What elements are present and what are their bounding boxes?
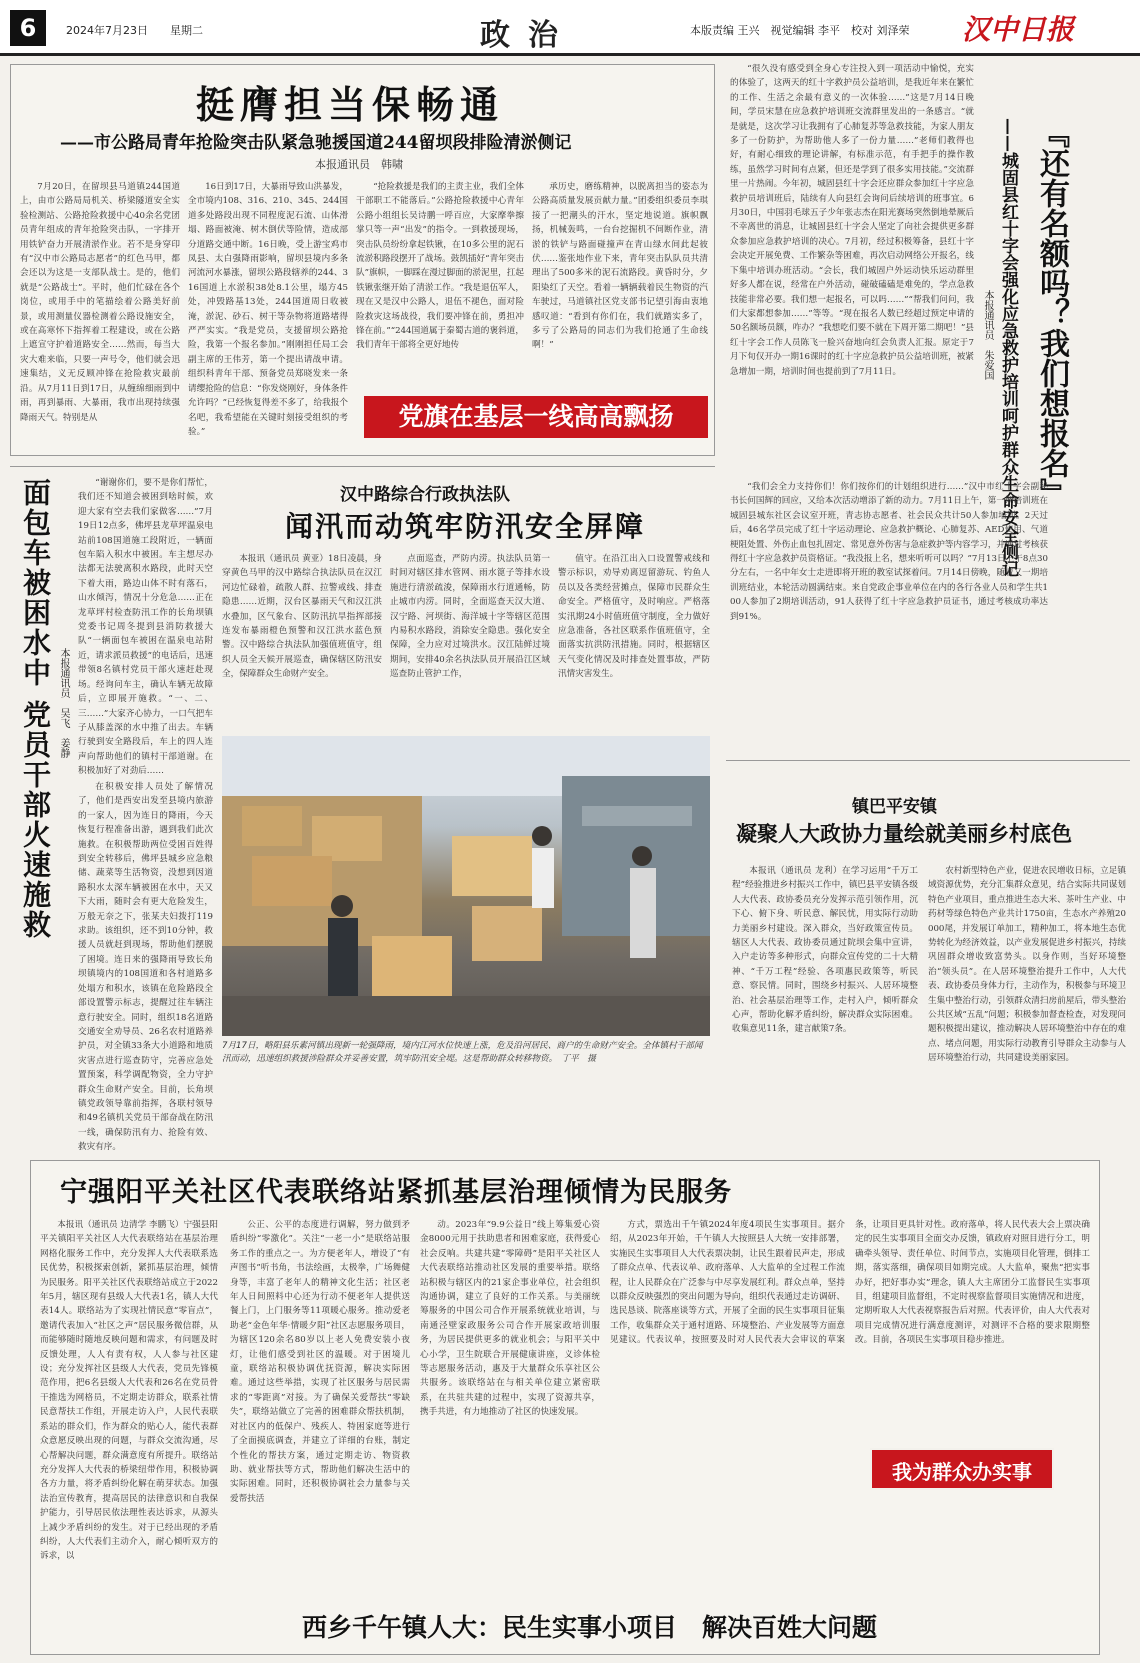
article4-title: 『还有名额吗？我们想报名』 xyxy=(1034,118,1069,508)
article1-col4: 承历史，磨练精神，以脱离担当的姿态为公路高质量发展贡献力量。”团委组织委员李琪接了一把潮头的汗水，坚定地说道。旗帜飘扬，机械轰鸣，一台台挖掘机不间断作业，清淤的铁铲与路面碰撞声在青山绿水间此起彼伏……鉴张地作业下来，青年突击队队员共清理出了500多米的泥石流路段。黄昏时分，夕阳染红了天空。看着一辆辆载着民生物资的汽车驶过，马道镇社区党支部书记望引海由衷地感叹道：“看到有你们在，我们就踏实多了，多亏了公路局的同志们为我们抢通了生命线啊！” xyxy=(532,182,708,351)
flood-relief-photo xyxy=(222,736,710,1036)
article1-subtitle: ——市公路局青年抢险突击队紧急驰援国道244留坝段排险清淤侧记 xyxy=(60,133,572,153)
article3-col2: 点面巡查，严防内涝。执法队员第一时间对辖区排水管网、雨水篦子等排水设施进行清淤疏浚，保障雨水行道通畅，防止城市内涝。同时，全面巡查天汉大道、汉宁路、河坝街、海洋城十字等辖区范围内易积水路段，消除安全隐患。强化安全保障，全力应对过境洪水。汉江陆鲜过境期间，安排40余名执法队员开展沿江区域巡查防止管护工作， xyxy=(390,554,550,680)
article1-title: 挺膺担当保畅通 xyxy=(195,82,504,127)
article1-byline: 本报通讯员 韩啸 xyxy=(315,158,403,171)
photo-caption: 7月17日，略阳县乐素河镇出现新一轮强降雨，境内江河水位快速上涨，危及沿河居民、商户的生命财产安全。全体镇村干部闻汛而动，迅速组织救援涉险群众并妥善安置，筑牢防汛安全堤。这是帮助群众转移物资。 丁平 摄 xyxy=(222,1041,703,1064)
article7-body: 方式，票选出千午镇2024年度4项民生实事项目。据介绍，从2023年开始，千午镇人大按照县人大统一安排部署，实施民生实事项目人大代表票决制，让民生跟着民声走，形成了群众点单、代表议单、政府落单、人大监单的全过程工作流程，让人民群众在广泛参与中尽享发展红利。群众点单，坚持以群众反映强烈的突出问题为导向，组织代表通过走访调研、选民恳谈、院落座谈等方式，开展了全面的民生实事项目征集工作，收集群众关于通村道路、环境整治、产业发展等方面意见建议。代表议单，按照要及时对人民代表大会审议的草案条，让项目更具针对性。政府落单，将人民代表大会上票决确定的民生实事项目全面交办反馈，镇政府对照目进行分工，明确牵头领导、责任单位、时间节点，实施项目化管理，倒排工期，落实落细，确保项目如期完成。人大监单，聚焦“把实事办好，把好事办实”理念，镇人大主席团分工监督民生实事项目，组建项目监督组，不定时视察监督项目实施情况和进度，定期听取人大代表视察报告后对照。代表评价，由人大代表对项目完成情况进行满意度测评，对测评不合格的要求限期整改。目前，各项民生实事项目稳步推进。 xyxy=(610,1220,1090,1346)
editors-line: 本版责编 王兴 视觉编辑 李平 校对 刘泽荣 xyxy=(690,24,910,37)
article5-col2: 农村新型特色产业，促进农民增收日标，立足镇域资源优势，充分汇集群众意见，结合实际共同谋划特色产业项目，重点推进生态大米、茶叶生产业、中药材等绿色特色产业共计1750亩，生态水产养殖20000尾，并发展订单加工，精种加工，将本地生态优势转化为经济效益，以产业发展促进乡村振兴，持续巩固群众增收致富势头。以身作则，当好环境整治“领头员”。在人居环境整治提升工作中，人大代表、政协委员身体力行，主动作为，积极参与环境卫生集中整治行动，引领群众清扫房前屋后，带头整治公共区域“五乱”问题；积极参加督查检查，对发现问题积极提出建议，推动解决人居环境整治中存在的难点、堵点问题，用实际行动教育引导群众主动参与人居环境整治行动，共同建设美丽家园。 xyxy=(928,866,1126,1064)
article2-byline: 本报通讯员 吴飞 姜静 xyxy=(58,648,69,758)
article7-title: 西乡千午镇人大：民生实事小项目 解决百姓大问题 xyxy=(302,1613,878,1642)
article5-title: 凝聚人大政协力量绘就美丽乡村底色 xyxy=(736,821,1072,846)
article4-col2: “我们会全力支持你们！你们按你们的计划组织进行……”汉中市红十字会副秘书长何国辉的回应，又给本次活动增添了新的动力。7月11日上午，第一期培训班在城固县城东社区会议室开班，青志协志愿者、社会民众共计50人参加培训。2天过后，46名学员完成了红十字运动理论、应急救护概论、心肺复苏、AED使用、气道梗阻处置、外伤止血包扎固定、常见意外伤害与急症救护等内容学习，并通过考核获得红十字应急救护员资格证。“我没报上名，想来听听可以吗？”7月13日上午8点30分左右，一名中年女士走进即将开班的教室试探着问。7月14日傍晚，随着又一期培训班结业，本轮活动圆满结束。来自党政企事业单位在内的各行各业人员和学生共100人参加了2期培训活动，91人获得了红十字应急救护员证书，通过考核成功率达到91%。 xyxy=(730,482,1048,622)
article6-col3: 动。2023年“9.9公益日”线上筹集爱心资金8000元用于扶助患者和困难家庭，获得爱心社会反响。共建共建“零障碍”是阳平关社区人大代表联络站推动社区发展的重要举措。联络站积极与辖区内的21家企事业单位，社会组织沟通协调，建立了良好的工作关系。与美丽统筹服务的中国公司合作开展系统就业培训，与南通泾壁家政服务公司合作开展家政培训服务，为居民提供更多的就业机会；与阳平关中心小学，卫生院联合开展健康讲座，义诊体检等志愿服务活动，惠及于大量群众乐享社区公共服务。该联络站在与相关单位建立紧密联系，在共驻共建的过程中，实现了资源共享，携手共进，有力地推动了社区的快速发展。 xyxy=(420,1220,600,1418)
section-title: 政治 xyxy=(480,18,576,53)
serve-people-banner: 我为群众办实事 xyxy=(872,1450,1052,1488)
article4-subtitle: ——城固县红十字会强化应急救护培训呵护群众生命安全侧记 xyxy=(998,118,1018,577)
article4-col1: “很久没有感受到全身心专注投入到一项活动中愉悦，充实的体验了，这两天的红十字救护员公益培训，是我近年来在繁忙的工作、生活之余最有意义的一次体验……”这是7月14日晚间，学员宋慧在应急救护培训班交流群里发出的一条感言。“就是就是，这次学习让我拥有了心肺复苏等急救技能，为家人朋友多了一份防护，为帮助他人多了一份力量……”老师们教得也好，有耐心细致的理论讲解，有标准示范，有手把手的操作教练，虽然学习时间有点紧，但还是学到了很多实用技能。”交流群里一片热闹。今年初，城固县红十字会还应群众参加红十字应急救护员培训班后，陆续有人向县红会询问后续培训的班事宜。6月30日，中国羽毛球五子少年张志杰在阳光赛场突然倒地晕厥后不幸离世的消息，让城固县红十字会人坚定了向社会提供更多群众参加应急救护培训的决心。7月初，经过积极筹备，县红十字会决定开展免费、工作繁杂等困难，再次启动网络公开报名，线下集中培训办班活动。“会长，我们城固户外运动快乐运动群里好多人都在说，经常在户外活动，碰破磕磕是难免的，学点急救技能非常必要。我们想一起报名，可以吗……”“帮我们问问，我们大家都想参加……”等等。“现在报名人数已经超过预定申请的50名额场员额，咋办？”我想吃们要不就在下周开第二期吧！”县红十字会工作人员陈飞一脸兴奋地向红会负责人汇报。原定于7月下旬仅开办一期16课时的红十字应急救护员公益培训班，被紧急增加一期，培训时间也提前到了7月11日。 xyxy=(730,64,974,377)
article2-col2: 在积极安排人员处了解情况了，他们是西安出发至县境内旅游的一家人，因为连日的降雨，今天恢复行程准备出游，遇到我们此次施救。在积极帮助两位受困百姓得到安全转移后，佛坪县城乡应急粮储、蔬菜等生活物资，没想到因道路积水太深车辆被困在水中，天又下大雨，随时会有更大危险发生，万般无奈之下，张某夫妇拨打119求助。该组织，还不到10分钟，救援人员就赶到现场，帮助他们摆脱了困境。连日来的强降雨导致长角坝镇境内的108国道和各村道路多处塌方和积水，该镇在危险路段全部设置警示标志，提醒过往车辆注意行驶安全。同时，组织18名道路交通安全劝导员、26名农村道路养护员，对全镇33条大小道路和地质灾害点进行巡查防守，完善应急处置预案，科学调配物资，全力守护群众生命财产安全。目前，长角坝镇党政领导靠前指挥，各联村领导和49名镇机关党员干部奋战在防汛一线，确保防汛有力、抢险有效、救灾有序。 xyxy=(78,782,213,1153)
article2-col1: “谢谢你们，要不是你们帮忙，我们还不知道会被困到啥时候，欢迎大家有空去我们家做客……”7月19日12点多，佛坪县龙草坪温泉电站前108国道施工段附近，一辆面包车陷入积水中被困。车主想尽办法都无法驶离积水路段，此时天空下着大雨，路边山体不时有落石，山水倾泻，情况十分危急……正在龙草坪村检查防汛工作的长角坝镇党委书记周冬提到县消防救援大队“一辆面包车被困在温泉电站附近，请求派员救援”的电话后，迅速带领8名镇村党员干部火速赶赴现场。经询问车主，确认车辆无故障后，立即展开施救。“一、二、三……”大家齐心协力，一口气把车子从膝盖深的水中推了出去。车辆行驶到安全路段后，车上的四人连声向帮助他们的镇村干部道谢。在积极加好了对劲后…… xyxy=(78,478,213,777)
article1-col1: 7月20日，在留坝县马道镇244国道上，由市公路局局机关、桥梁隧道安全实验检测站、公路抢险救援中心40余名党团员青年组成的青年抢险突击队，一字排开用铁铲奋力开展清淤作业。若不是身穿印有“汉中市公路局志愿者”的红色马甲，都会还以为这是一支部队战士。是的，他们就是“公路战士”。平时，他们忙碌在各个岗位，或用手中的笔描绘着公路美好前景，或用测量仪器检测着公路设施安全，或在高寒怀下指挥着工程建设，或在公路上遮宣守护着道路安全……然而，每当大灾大难来临，只要一声号令，他们就会迅速集结，义无反顾冲锋在抢险救灾最前沿。从7月11日到17日，从缠绵细雨到中雨，再到暴雨、大暴雨，我市出现持续强降雨天气。特别是从 xyxy=(20,182,180,423)
party-flag-banner: 党旗在基层一线高高飘扬 xyxy=(364,396,708,438)
article1-col2: 16日到17日，大暴雨导致山洪暴发，全市境内108、316、210、345、244国道多处路段出现不同程度泥石流、山体滑塌、路面被淹、树木倒伏等险情，造成部分道路交通中断。16日晚，受上游宝鸡市凤县、太白强降雨影响，留坝县境内多条河流河水暴涨，留坝公路段辖养的244、316国道上水淤积38处8.1公里，塌方45处，冲毁路基13处，244国道周日收被淹，淤泥、砂石、树干等杂物将道路堵得严严实实。“我是党员，支援留坝公路抢险，我第一个报名参加。”刚刚担任局工会副主席的王伟芳，第一个提出请战申请。组织科青年干部、预备党员郑晓发来一条请缨抢险的信息：“你发烧刚好，身体条件允许吗？”已经恢复得差不多了，给我报个名吧，我希望能在关键时刻接受组织的考验。” xyxy=(188,182,348,437)
issue-date: 2024年7月23日 xyxy=(66,24,148,37)
article1-col3: “抢险救援是我们的主责主业，我们全体干部职工不能落后。”公路抢险救援中心青年公路小组组长吴诗鹏一呼百应，大家摩拳擦掌只等一声“出发”的指令。一到救援现场，突击队员纷纷拿起铁锹，在10多公里的泥石流淤积路段摆开了战场。鼓凯插好“青年突击队”旗帜，一脚踩在漫过脚面的淤泥里，扛起铁锹张继开始了清淤工作。“我是退伍军人，现在又是汉中公路人，退伍不褪色，面对险险救灾这场战役，我们要冲锋在前，勇担冲锋在前。”“244国道属于秦蜀古道的褒斜道，我们青年干部将全更好地传 xyxy=(356,182,524,351)
photo-illustration xyxy=(222,736,710,1036)
article6-title: 宁强阳平关社区代表联络站紧抓基层治理倾情为民服务 xyxy=(60,1177,732,1208)
page-number: 6 xyxy=(10,10,46,46)
article2-title: 面包车被困水中 党员干部火速施救 xyxy=(19,478,52,940)
article3-col3: 值守。在沿江出入口设置警戒线和警示标识，劝导劝离逗留游玩、钓鱼人员以及各类经营摊点，保障市民群众生命安全。严格值守，及时响应。严格落实汛期24小时值班值守制度，全力做好应急准备，各社区联系作值班值守，全面落实抗洪防汛措施。同时，根据辖区天气变化情况及时排查处置事故，严防汛情灾害发生。 xyxy=(558,554,710,680)
article6-col1: 本报讯（通讯员 边清学 李鹏飞）宁强县阳平关镇阳平关社区人大代表联络站在基层治理网格化服务工作中，充分发挥人大代表联系选民优势，积极探索创新，紧抓基层治理，倾情为民服务。阳平关社区代表联络站成立于2022年5月，辖区现有县级人大代表1名，镇人大代表14人。联络站为了实现社情民意“零盲点”，邀请代表加入“社区之声”居民服务微信群，从而能够随时随地反映问题和需求，有问题及时反馈处理，人人有责有权，人人参与社区建设；充分发挥社区县级人大代表，党员先锋模范作用，把6名县级人大代表和26名在党员骨干推选为网格员，不定期走访群众，联系社情民意帮扶工作组，开展走访入户，人民代表联系站的群众们，作为群众的贴心人，能代表群众意愿反映出现的问题，与群众交流沟通，尽心帮解决问题，群众满意度有所提升。联络站充分发挥人大代表的桥梁纽带作用，积极协调各方力量，将矛盾纠纷化解在萌芽状态。加强法治宣传教育，提高居民的法律意识和自我保护能力，引导居民依法理性表达诉求，从源头上减少矛盾纠纷的发生。对于已经出现的矛盾纠纷，人大代表们主动介入，耐心倾听双方的诉求，以 xyxy=(40,1220,218,1562)
divider xyxy=(726,760,1130,761)
article3-kicker: 汉中路综合行政执法队 xyxy=(340,485,510,505)
article5-kicker: 镇巴平安镇 xyxy=(852,797,937,817)
article5-col1: 本报讯（通讯员 龙利）在学习运用“千万工程”经验推进乡村振兴工作中，镇巴县平安镇各级人大代表、政协委员充分发挥示范引领作用，沉下心、俯下身、听民意、解民忧，用实际行动助力美丽乡村建设。深入群众，当好政策宣传员。辖区人大代表、政协委员通过院坝会集中宣讲，入户走访等多种形式，向群众宣传党的二十大精神、“千万工程”经验、各项惠民政策等，听民意、察民情。同时，围绕乡村振兴、人居环境整治、社会基层治理等工作，走村入户，倾听群众心声，帮助化解矛盾纠纷，解决群众实际困难。收集意见11条，建言献策7条。 xyxy=(732,866,918,1035)
article3-title: 闻汛而动筑牢防汛安全屏障 xyxy=(285,510,646,543)
article4-byline: 本报通讯员 朱爱国 xyxy=(982,290,993,380)
issue-weekday: 星期二 xyxy=(170,24,203,37)
article6-col2: 公正、公平的态度进行调解，努力做到矛盾纠纷“零激化”。关注“一老一小”是联络站服务工作的重点之一。为方便老年人，增设了“有声图书”听书角，书法绘画，太极拳，广场舞健身等，丰富了老年人的精神文化生活；社区老年人日间照料中心还为行动不便老年人提供送餐上门，上门服务等11项暖心服务。推动爱老助老“金色年华·情暖夕阳”社区志愿服务项目，为辖区120余名80岁以上老人免费安装小夜灯，让他们感受到社区的温暖。对于困境儿童，联络站积极协调优抚资源，解决实际困难。通过这些举措，实现了社区服务与居民需求的“零距离”对接。为了确保关爱帮扶“零缺失”，联络站做立了完善的困难群众帮扶机制，对社区内的低保户、残疾人、特困家庭等进行了全面摸底调查，并建立了详细的台账，制定个性化的帮扶方案，通过定期走访、物资救助、就业帮扶等方式，帮助他们解决生活中的实际困难。同时，还积极协调社会力量参与关爱帮扶活 xyxy=(230,1220,410,1504)
divider xyxy=(10,466,715,467)
newspaper-logo: 汉中日报 xyxy=(962,13,1075,46)
article3-col1: 本报讯（通讯员 黄亚）18日凌晨，身穿黄色马甲的汉中路综合执法队员在汉江河边忙碌着，疏散人群、拉警戒线、排查隐患……近期，汉台区暴雨天气和汉江洪水叠加，区气象台、区防汛抗旱指挥部接连发布暴雨橙色预警和汉江洪水蓝色预警。汉中路综合执法队加强值班值守，组织人员全天候开展巡查，确保辖区防汛安全，保障群众生命财产安全。 xyxy=(222,554,382,680)
